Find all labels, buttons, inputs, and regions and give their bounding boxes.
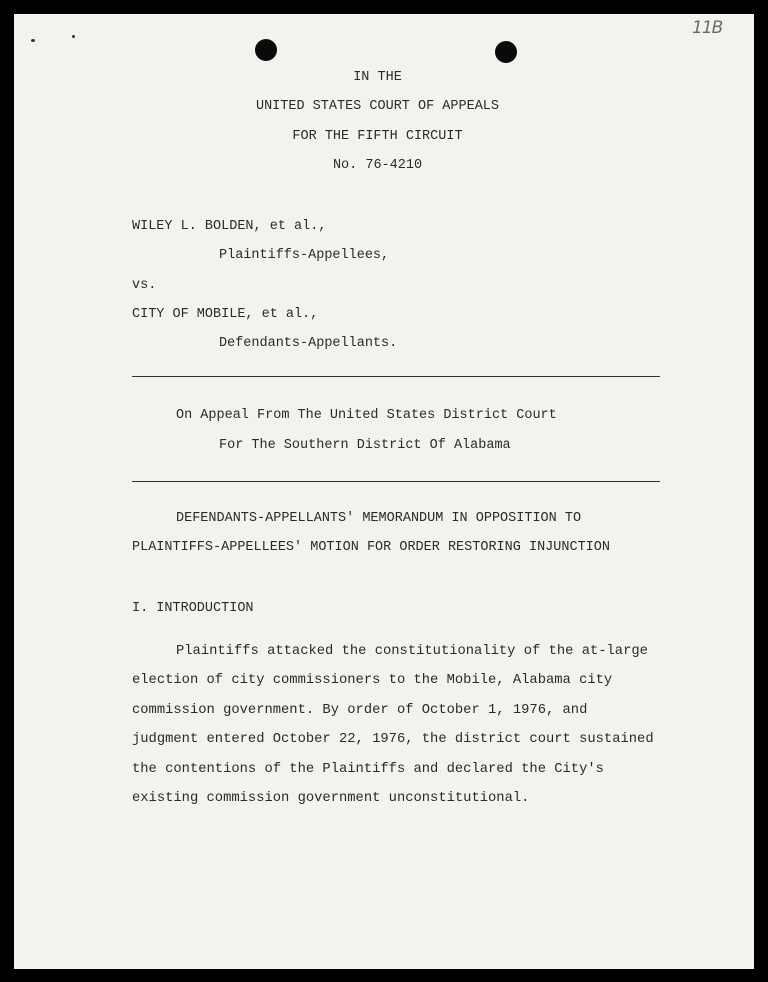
handwritten-page-number: 11B — [692, 18, 723, 38]
court-line-3: FOR THE FIFTH CIRCUIT — [292, 129, 463, 144]
paragraph-line-1: Plaintiffs attacked the constitutionality of the at-large — [176, 644, 648, 659]
ink-speck — [31, 39, 35, 42]
memo-title-line-2: PLAINTIFFS-APPELLEES' MOTION FOR ORDER RESTORING INJUNCTION — [132, 540, 610, 555]
appeal-line-2: For The Southern District Of Alabama — [219, 438, 511, 453]
punch-hole-left — [255, 39, 277, 61]
document-page — [14, 14, 754, 969]
punch-hole-right — [495, 41, 517, 63]
defendant-name: CITY OF MOBILE, et al., — [132, 307, 319, 322]
paragraph-line-5: the contentions of the Plaintiffs and declared the City's — [132, 762, 604, 777]
memo-title-line-1: DEFENDANTS-APPELLANTS' MEMORANDUM IN OPPOSITION TO — [176, 511, 582, 526]
paragraph-line-2: election of city commissioners to the Mobile, Alabama city — [132, 673, 613, 688]
section-heading: I. INTRODUCTION — [132, 601, 254, 616]
case-number: No. 76-4210 — [332, 158, 423, 173]
defendant-role: Defendants-Appellants. — [219, 336, 398, 351]
court-line-2: UNITED STATES COURT OF APPEALS — [255, 99, 500, 114]
versus: vs. — [132, 278, 157, 293]
appeal-line-1: On Appeal From The United States District Court — [176, 408, 557, 423]
plaintiff-role: Plaintiffs-Appellees, — [219, 248, 390, 263]
divider-bottom — [132, 481, 660, 482]
divider-top — [132, 376, 660, 377]
court-line-1: IN THE — [353, 70, 402, 85]
ink-speck — [72, 35, 75, 38]
paragraph-line-4: judgment entered October 22, 1976, the district court sustained — [132, 732, 654, 747]
paragraph-line-6: existing commission government unconstitutional. — [132, 791, 530, 806]
plaintiff-name: WILEY L. BOLDEN, et al., — [132, 219, 327, 234]
paragraph-line-3: commission government. By order of October 1, 1976, and — [132, 703, 588, 718]
